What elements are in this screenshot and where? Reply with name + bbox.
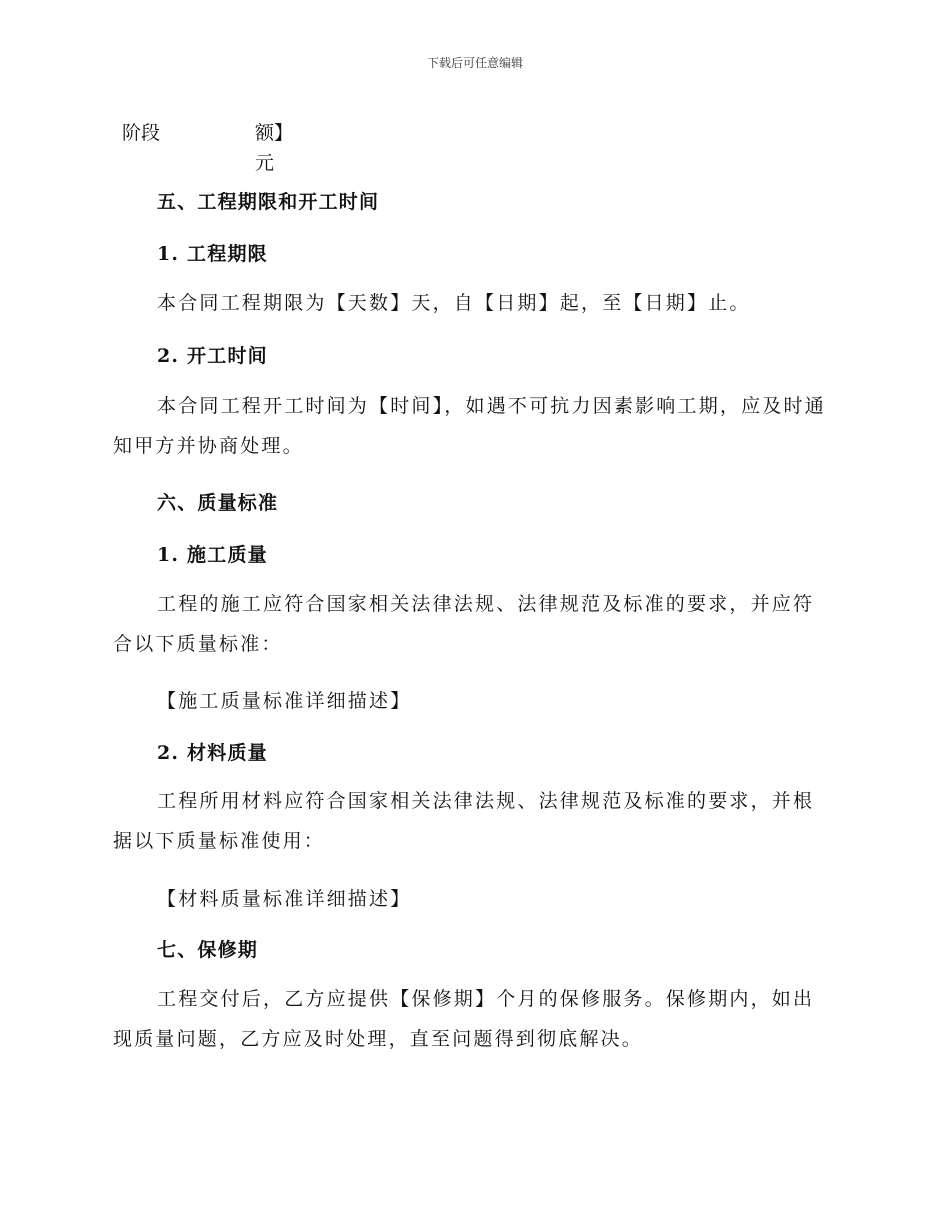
section-6-2-placeholder: 【材料质量标准详细描述】 xyxy=(157,888,412,910)
section-6-heading: 六、质量标准 xyxy=(157,492,279,514)
section-6-2-heading: 2. 材料质量 xyxy=(157,742,268,764)
page-header: 下载后可任意编辑 xyxy=(426,56,523,70)
amount-line-1: 额】 xyxy=(255,122,294,144)
section-5-1-heading: 1. 工程期限 xyxy=(157,243,268,265)
table-cell-amount xyxy=(255,118,293,178)
section-5-heading: 五、工程期限和开工时间 xyxy=(157,191,380,213)
section-5-2-paragraph: 本合同工程开工时间为【时间】，如遇不可抗力因素影响工期，应及时通知甲方并协商处理。 xyxy=(113,395,826,457)
section-7-heading: 七、保修期 xyxy=(157,939,259,961)
section-5-2-heading: 2. 开工时间 xyxy=(157,345,268,367)
table-cell-stage: 阶段 xyxy=(122,122,161,144)
section-7-paragraph: 工程交付后，乙方应提供【保修期】个月的保修服务。保修期内，如出现质量问题，乙方应及时处理，直至问题得到彻底解决。 xyxy=(113,988,815,1050)
section-6-1-heading: 1. 施工质量 xyxy=(157,544,268,566)
section-5-1-paragraph: 本合同工程期限为【天数】天，自【日期】起，至【日期】止。 xyxy=(157,292,751,314)
amount-line-2: 元 xyxy=(255,152,275,174)
section-6-2-paragraph: 工程所用材料应符合国家相关法律法规、法律规范及标准的要求，并根据以下质量标准使用： xyxy=(113,790,815,852)
section-6-1-paragraph: 工程的施工应符合国家相关法律法规、法律规范及标准的要求，并应符合以下质量标准： xyxy=(113,593,815,655)
section-6-1-placeholder: 【施工质量标准详细描述】 xyxy=(157,690,412,712)
payment-table-fragment xyxy=(122,118,422,178)
